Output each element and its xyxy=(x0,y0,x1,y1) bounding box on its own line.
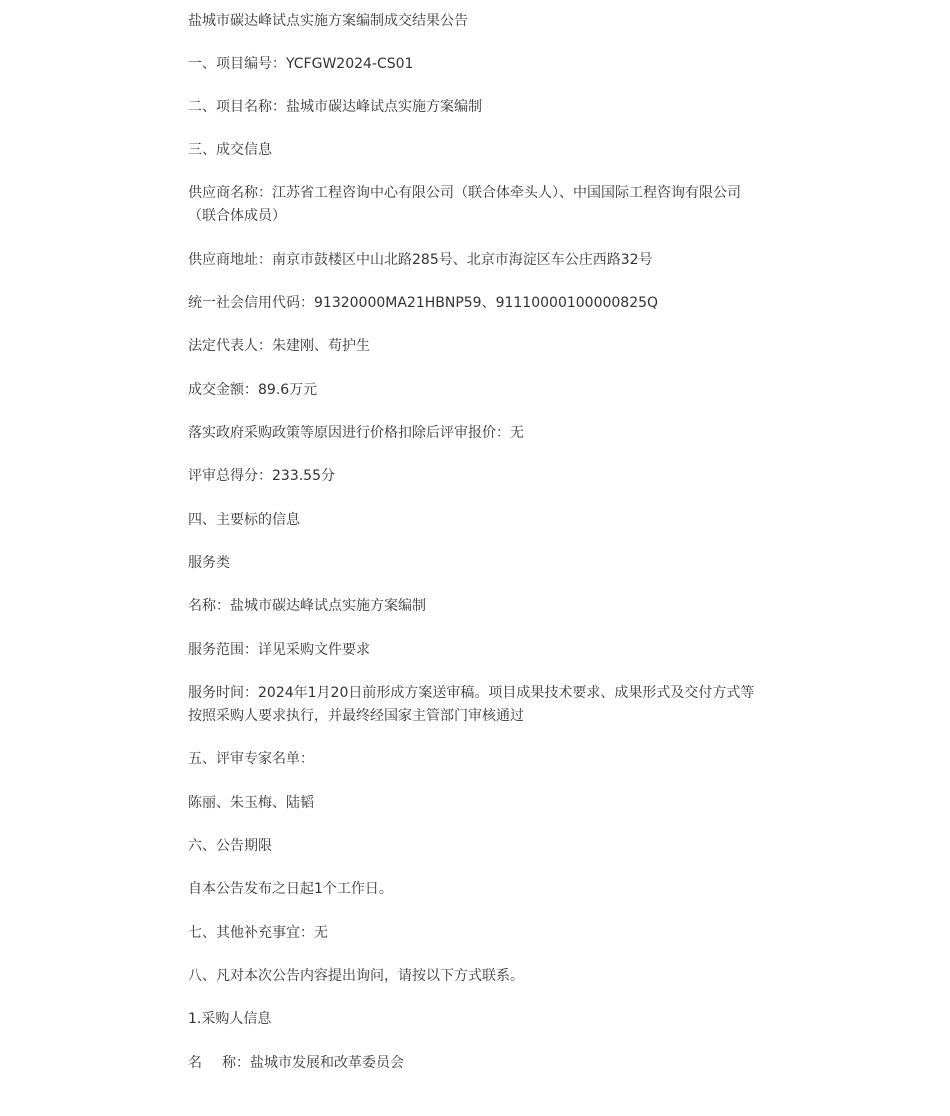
contact-heading: 八、凡对本次公告内容提出询问，请按以下方式联系。 xyxy=(188,968,524,984)
supplier-address: 供应商地址：南京市鼓楼区中山北路285号、北京市海淀区车公庄西路32号 xyxy=(188,252,653,268)
purchaser-name-row xyxy=(188,1052,404,1075)
purchaser-name-label-2: 称： xyxy=(222,1055,250,1071)
service-time: 服务时间：2024年1月20日前形成方案送审稿。项目成果技术要求、成果形式及交付方式等按照采购人要求执行，并最终经国家主管部门审核通过 xyxy=(188,685,755,724)
purchaser-name-label: 名 xyxy=(188,1055,202,1071)
legal-representative: 法定代表人：朱建刚、苟护生 xyxy=(188,338,370,354)
project-name: 二、项目名称：盐城市碳达峰试点实施方案编制 xyxy=(188,99,482,115)
service-category: 服务类 xyxy=(188,555,230,571)
service-name: 名称：盐城市碳达峰试点实施方案编制 xyxy=(188,598,426,614)
total-score: 评审总得分：233.55分 xyxy=(188,468,335,484)
other-matters: 七、其他补充事宜：无 xyxy=(188,925,328,941)
deal-info-heading: 三、成交信息 xyxy=(188,142,272,158)
main-subject-heading: 四、主要标的信息 xyxy=(188,512,300,528)
purchaser-name-value: 盐城市发展和改革委员会 xyxy=(250,1055,404,1071)
deal-amount: 成交金额：89.6万元 xyxy=(188,382,318,398)
supplier-name: 供应商名称：江苏省工程咨询中心有限公司（联合体牵头人）、中国国际工程咨询有限公司（联合体成员） xyxy=(188,185,741,224)
document-title: 盐城市碳达峰试点实施方案编制成交结果公告 xyxy=(188,13,468,29)
credit-code: 统一社会信用代码：91320000MA21HBNP59、91110000100000825Q xyxy=(188,295,659,311)
purchaser-heading: 1.采购人信息 xyxy=(188,1011,272,1027)
notice-period: 自本公告发布之日起1个工作日。 xyxy=(188,881,393,897)
service-scope: 服务范围：详见采购文件要求 xyxy=(188,642,370,658)
project-number: 一、项目编号：YCFGW2024-CS01 xyxy=(188,56,414,72)
price-deduction: 落实政府采购政策等原因进行价格扣除后评审报价：无 xyxy=(188,425,524,441)
experts-heading: 五、评审专家名单： xyxy=(188,751,314,767)
notice-period-heading: 六、公告期限 xyxy=(188,838,272,854)
experts-list: 陈丽、朱玉梅、陆韬 xyxy=(188,795,314,811)
